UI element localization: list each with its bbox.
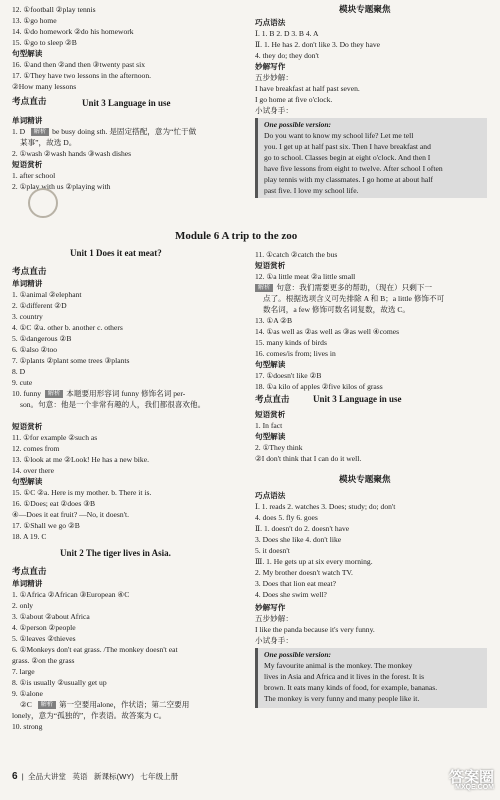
section-label: 小试身手： <box>255 106 293 115</box>
answer-line: 1. In fact <box>255 421 283 430</box>
answer-line: 14. over there <box>12 466 54 475</box>
analysis-badge: 解析 <box>31 128 49 136</box>
answer-line: 12. ①a little meat ②a little small <box>255 272 356 281</box>
section-label: 短语赏析 <box>12 160 43 169</box>
section-heading: 考点直击 <box>12 96 47 106</box>
answer-line: 18. ①a kilo of apples ②five kilos of grass <box>255 382 383 391</box>
answer-line: 12. comes from <box>12 444 60 453</box>
essay-line: have five lessons from eight to twelve. After school I often <box>264 164 443 173</box>
answer-line: Ⅰ. 1. B 2. D 3. B 4. A <box>255 29 319 38</box>
section-label: 巧点语法 <box>255 18 286 27</box>
answer-line: 6. ①Monkeys don't eat grass. /The monkey doesn't eat <box>12 645 178 654</box>
answer-line: 2. only <box>12 601 34 610</box>
unit-title: Unit 2 The tiger lives in Asia. <box>60 548 171 558</box>
answer-line: 10. funny 解析 本题要用形容词 funny 修饰名词 per- <box>12 389 186 398</box>
section-label: 妙解写作 <box>255 62 286 71</box>
answer-line: 数名词，a few 修饰可数名词复数，故选 C。 <box>263 305 411 314</box>
answer-line: Ⅲ. 1. He gets up at six every morning. <box>255 557 373 566</box>
answer-line: 8. ①is usually ②usually get up <box>12 678 107 687</box>
essay-line: go to school. Classes begin at eight o'clock. And then I <box>264 153 431 162</box>
page-footer: 6 | 全品大讲堂 英语 新课标(WY) 七年级上册 <box>12 771 179 782</box>
essay-line: My favourite animal is the monkey. The monkey <box>264 661 413 670</box>
module-title: Module 6 A trip to the zoo <box>175 230 298 242</box>
answer-line: 2. ①They think <box>255 443 303 452</box>
answer-line: 10. strong <box>12 722 43 731</box>
answer-line: 13. ①A ②B <box>255 316 293 325</box>
answer-line: son。句意：他是一个非常有趣的人，我们都很喜欢他。 <box>20 400 206 409</box>
essay-line: Do you want to know my school life? Let me tell <box>264 131 414 140</box>
grade: 七年级上册 <box>140 772 179 781</box>
essay-line: play tennis with my classmates. I go home at about half <box>264 175 433 184</box>
answer-line: Ⅱ. 1. doesn't do 2. doesn't have <box>255 524 350 533</box>
watermark-main: 答案圈 <box>448 768 494 786</box>
answer-line: 2. ①different ②D <box>12 301 67 310</box>
box-heading: One possible version: <box>264 120 332 129</box>
unit-title: Unit 3 Language in use <box>313 394 402 404</box>
answer-line: 5. it doesn't <box>255 546 290 555</box>
answer-line: 15. many kinds of birds <box>255 338 327 347</box>
answer-line: ④—Does it eat fruit? —No, it doesn't. <box>12 510 129 519</box>
essay-line: you. I get up at half past six. Then I have breakfast and <box>264 142 431 151</box>
unit-title: Unit 1 Does it eat meat? <box>70 248 162 258</box>
answer-line: 11. ①for example ②such as <box>12 433 98 442</box>
analysis-badge: 解析 <box>38 701 56 709</box>
answer-line: 1. ①animal ②elephant <box>12 290 82 299</box>
answer-line: 11. ①catch ②catch the bus <box>255 250 338 259</box>
section-label: 句型解读 <box>255 360 286 369</box>
section-label: 短语赏析 <box>255 410 286 419</box>
section-label: 妙解写作 <box>255 603 286 612</box>
section-label: 短语赏析 <box>12 422 43 431</box>
section-label: 单词精讲 <box>12 116 43 125</box>
answer-line: lonely，意为“孤独的”，作表语。故答案为 C。 <box>12 711 167 720</box>
answer-line: 7. ①plants ②plant some trees ③plants <box>12 356 130 365</box>
answer-line: 17. ①They have two lessons in the afternoon. <box>12 71 152 80</box>
answer-line: I have breakfast at half past seven. <box>255 84 360 93</box>
section-label: 巧点语法 <box>255 491 286 500</box>
answer-line: 2. ①play with us ②playing with <box>12 182 111 191</box>
answer-line: 4. does 5. fly 6. goes <box>255 513 318 522</box>
section-label: 单词精讲 <box>12 579 43 588</box>
answer-line: 17. ①Shall we go ②B <box>12 521 80 530</box>
answer-line: 1. after school <box>12 171 56 180</box>
answer-line: 3. ①about ②about Africa <box>12 612 90 621</box>
answer-line: ②How many lessons <box>12 82 77 91</box>
section-label: 五步妙解： <box>255 73 293 82</box>
answer-line: 14. ①as well as ②as well as ③as well ④comes <box>255 327 400 336</box>
unit-title: Unit 3 Language in use <box>82 98 171 108</box>
answer-line: 4. ①person ②people <box>12 623 76 632</box>
answer-line: 8. D <box>12 367 26 376</box>
answer-line: 2. ①wash ②wash hands ③wash dishes <box>12 149 132 158</box>
edition: 新课标(WY) <box>93 772 134 781</box>
answer-line: 3. Does that lion eat meat? <box>255 579 336 588</box>
section-label: 句型解读 <box>12 477 43 486</box>
answer-line: 7. large <box>12 667 35 676</box>
answer-line: 解析 句意：我们需要更多的帮助，（现在）只剩下一 <box>255 283 432 294</box>
answer-line: 13. ①go home <box>12 16 57 25</box>
answer-line: 16. ①Does; eat ②does ③B <box>12 499 96 508</box>
section-label: 短语赏析 <box>255 261 286 270</box>
essay-line: The monkey is very funny and many people like it. <box>264 694 420 703</box>
answer-line: 某事”，故选 D。 <box>20 138 77 147</box>
section-label: 句型解读 <box>12 49 43 58</box>
section-label: 小试身手： <box>255 636 293 645</box>
stamp-mark <box>28 188 58 218</box>
answer-line: 15. ①C ②a. Here is my mother. b. There it is. <box>12 488 152 497</box>
box-heading: One possible version: <box>264 650 332 659</box>
answer-line: Ⅱ. 1. He has 2. don't like 3. Do they have <box>255 40 381 49</box>
answer-line: 4. Does she swim well? <box>255 590 327 599</box>
subject: 英语 <box>72 772 88 781</box>
section-heading: 考点直击 <box>12 566 47 576</box>
brand-name: 全品大讲堂 <box>28 772 66 781</box>
answer-line: 9. cute <box>12 378 33 387</box>
answer-line: 6. ①also ②too <box>12 345 58 354</box>
section-heading: 考点直击 <box>255 394 290 404</box>
essay-line: brown. It eats many kinds of food, for example, bananas. <box>264 683 438 692</box>
essay-line: lives in Asia and Africa and it lives in the forest. It is <box>264 672 425 681</box>
answer-line: 点了。根据选项含义可先排除 A 和 B；a little 修饰不可 <box>263 294 445 303</box>
sample-essay-box <box>255 648 487 708</box>
section-title: 模块专题聚焦 <box>339 4 391 14</box>
answer-line: 15. ①go to sleep ②B <box>12 38 77 47</box>
section-heading: 考点直击 <box>12 266 47 276</box>
answer-line: 17. ①doesn't like ②B <box>255 371 322 380</box>
answer-line: 1. ①Africa ②African ③European ④C <box>12 590 130 599</box>
answer-line: 2. My brother doesn't watch TV. <box>255 568 353 577</box>
answer-line: 3. country <box>12 312 43 321</box>
essay-line: past five. I love my school life. <box>264 186 359 195</box>
answer-line: 1. D 解析 be busy doing sth. 是固定搭配，意为“忙于做 <box>12 127 197 136</box>
sample-essay-box <box>255 118 487 198</box>
answer-line: 18. A 19. C <box>12 532 47 541</box>
section-label: 单词精讲 <box>12 279 43 288</box>
analysis-badge: 解析 <box>45 390 63 398</box>
watermark-sub: MXQE.COM <box>455 784 494 792</box>
answer-line: Ⅰ. 1. reads 2. watches 3. Does; study; do; don't <box>255 502 396 511</box>
answer-line: 14. ①do homework ②do his homework <box>12 27 134 36</box>
answer-line: I like the panda because it's very funny. <box>255 625 375 634</box>
answer-line: grass. ②on the grass <box>12 656 75 665</box>
page-number: 6 <box>12 771 18 782</box>
section-label: 五步妙解： <box>255 614 293 623</box>
section-label: 句型解读 <box>255 432 286 441</box>
analysis-badge: 解析 <box>255 284 273 292</box>
answer-line: 4. they do; they don't <box>255 51 320 60</box>
answer-line: 3. Does she like 4. don't like <box>255 535 342 544</box>
answer-line: 9. ①alone <box>12 689 43 698</box>
answer-line: 16. comes/is from; lives in <box>255 349 336 358</box>
answer-line: ②C 解析 第一空要用alone，作状语；第二空要用 <box>20 700 190 709</box>
answer-line: 4. ①C ②a. other b. another c. others <box>12 323 123 332</box>
answer-line: I go home at five o'clock. <box>255 95 333 104</box>
site-watermark <box>448 768 494 794</box>
answer-line: 5. ①dangerous ②B <box>12 334 72 343</box>
answer-line: 12. ①football ②play tennis <box>12 5 96 14</box>
answer-line: 5. ①leaves ②thieves <box>12 634 76 643</box>
section-title: 模块专题聚焦 <box>339 474 391 484</box>
answer-line: 16. ①and then ②and then ③twenty past six <box>12 60 146 69</box>
answer-line: ②I don't think that I can do it well. <box>255 454 362 463</box>
answer-line: 13. ①look at me ②Look! He has a new bike. <box>12 455 149 464</box>
